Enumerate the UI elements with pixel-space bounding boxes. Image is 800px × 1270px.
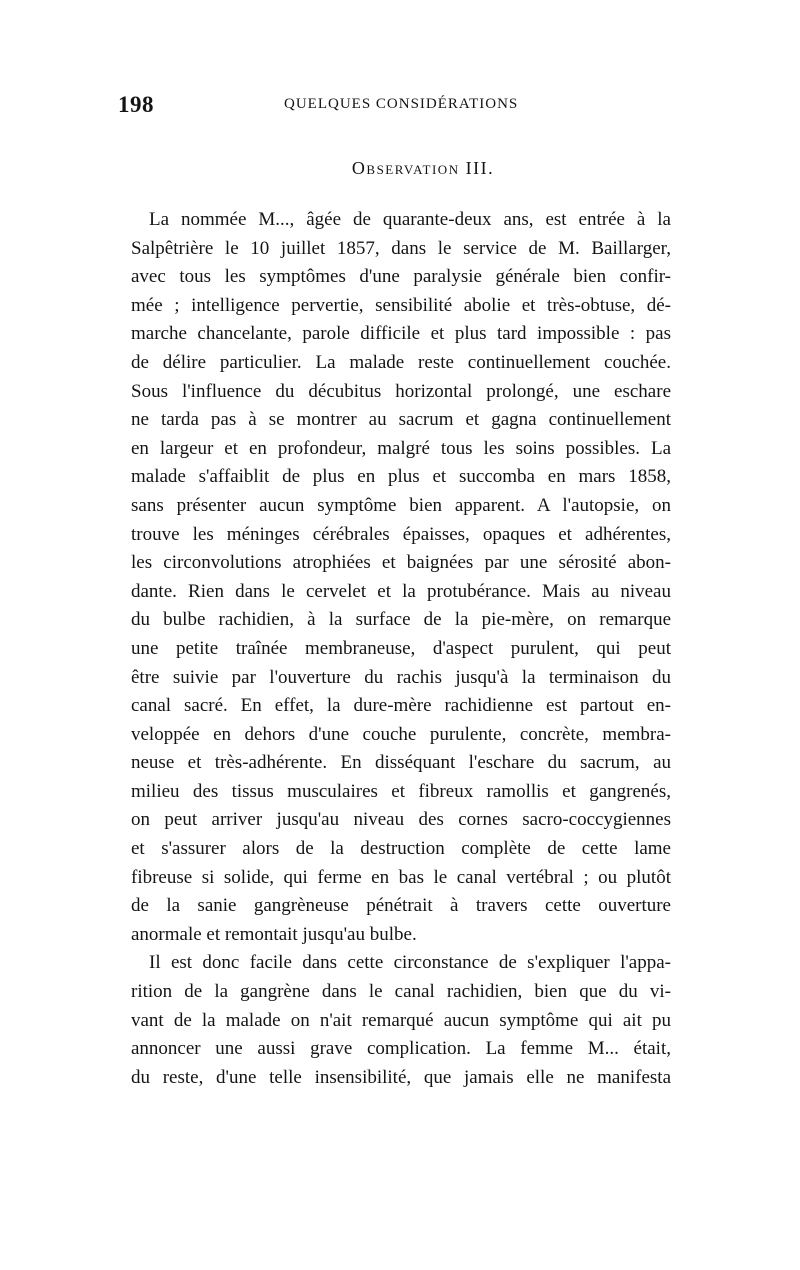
text-line: et s'assurer alors de la destruction complète de cette lame [131,838,671,860]
text-line: fibreuse si solide, qui ferme en bas le canal vertébral ; ou plutôt [131,866,671,888]
text-line: annoncer une aussi grave complication. La femme M... était, [131,1038,671,1060]
text-line: marche chancelante, parole difficile et plus tard impossible : pas [131,323,671,345]
text-line: neuse et très-adhérente. En disséquant l'eschare du sacrum, au [131,752,671,774]
text-line: La nommée M..., âgée de quarante-deux ans, est entrée à la [149,209,671,230]
text-line: milieu des tissus musculaires et fibreux ramollis et gangrenés, [131,780,671,802]
text-line: Salpêtrière le 10 juillet 1857, dans le service de M. Baillarger, [131,237,671,259]
text-line: veloppée en dehors d'une couche purulente, concrète, membra- [131,723,671,745]
text-line: dante. Rien dans le cervelet et la protubérance. Mais au niveau [131,580,671,602]
text-line: Il est donc facile dans cette circonstance de s'expliquer l'appa- [149,952,671,974]
observation-heading: Observation III. [351,158,495,178]
text-line: mée ; intelligence pervertie, sensibilité abolie et très-obtuse, dé- [131,294,671,316]
text-line: de la sanie gangrèneuse pénétrait à travers cette ouverture [131,895,671,917]
text-line: trouve les méninges cérébrales épaisses, opaques et adhérentes, [131,523,671,545]
text-line: en largeur et en profondeur, malgré tous les soins possibles. La [131,437,671,459]
text-line: Sous l'influence du décubitus horizontal prolongé, une eschare [131,380,671,402]
text-line: avec tous les symptômes d'une paralysie générale bien confir- [131,266,671,288]
body-text [131,206,671,1092]
text-line: anormale et remontait jusqu'au bulbe. [131,923,417,945]
text-line: du bulbe rachidien, à la surface de la pie-mère, on remarque [131,609,671,631]
text-line: canal sacré. En effet, la dure-mère rachidienne est partout en- [131,695,671,717]
text-line: malade s'affaiblit de plus en plus et succomba en mars 1858, [131,466,671,488]
page-number: 198 [118,92,154,117]
text-line: les circonvolutions atrophiées et baignées par une sérosité abon- [131,552,671,574]
text-line: de délire particulier. La malade reste continuellement couchée. [131,351,671,373]
text-line: du reste, d'une telle insensibilité, que jamais elle ne manifesta [131,1066,671,1088]
text-line: vant de la malade on n'ait remarqué aucun symptôme qui ait pu [131,1009,671,1031]
text-line: une petite traînée membraneuse, d'aspect purulent, qui peut [131,637,671,659]
text-line: ne tarda pas à se montrer au sacrum et gagna continuellement [131,409,671,431]
text-line: on peut arriver jusqu'au niveau des cornes sacro-coccygiennes [131,809,671,831]
running-title: QUELQUES CONSIDÉRATIONS [284,96,519,112]
text-line: sans présenter aucun symptôme bien apparent. A l'autopsie, on [131,494,671,516]
text-line: rition de la gangrène dans le canal rachidien, bien que du vi- [131,981,671,1003]
text-line: être suivie par l'ouverture du rachis jusqu'à la terminaison du [131,666,671,688]
running-head [118,92,678,122]
